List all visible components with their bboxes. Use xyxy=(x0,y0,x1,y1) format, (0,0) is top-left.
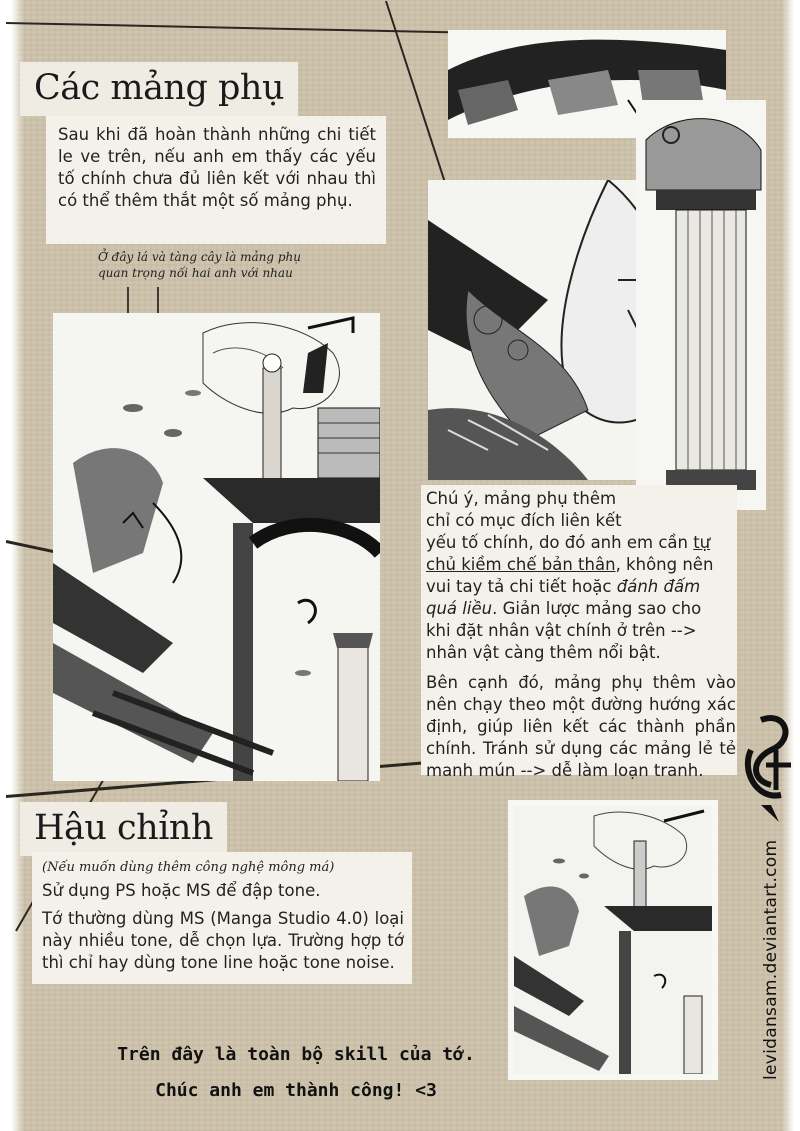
closing-line: Chúc anh em thành công! <3 xyxy=(155,1080,437,1101)
annotation-line: quan trọng nối hai anh với nhau xyxy=(98,266,293,280)
thumbnail-illustration xyxy=(508,800,718,1080)
torn-edge-right xyxy=(782,0,794,1131)
section-heading: Các mảng phụ xyxy=(20,62,298,116)
intro-text: Sau khi đã hoàn thành những chi tiết le ve trên, nếu anh em thấy các yếu tố chính chưa đủ liên kết với nhau thì có thể thêm thắt một số mảng phụ. xyxy=(58,125,376,210)
illustration-annotation xyxy=(98,249,388,281)
tutorial-page xyxy=(6,0,794,1131)
notice-underline: tự xyxy=(693,533,711,552)
post-edit-paragraph: Tớ thường dùng MS (Manga Studio 4.0) loại này nhiều tone, dễ chọn lựa. Trường hợp tớ thì chỉ hay dùng tone line hoặc tone noise. xyxy=(42,909,404,972)
annotation-line: Ở đây lá và tàng cây là mảng phụ xyxy=(98,250,302,264)
extra-paragraph: Bên cạnh đó, mảng phụ thêm vào nên chạy theo một đường hướng xác định, giúp liên kết các thành phần chính. Tránh sử dụng các mảng lẻ tẻ manh mún --> dễ làm loạn tranh. xyxy=(426,673,736,780)
notice-line: nhân vật càng thêm nổi bật. xyxy=(426,643,661,662)
notice-line xyxy=(426,576,736,598)
torn-edge-left xyxy=(6,0,24,1131)
notice-text-part: vui tay tả chi tiết hoặc xyxy=(426,577,617,596)
notice-line xyxy=(426,598,736,620)
watermark-url: levidansam.deviantart.com xyxy=(761,839,781,1080)
post-edit-line: Sử dụng PS hoặc MS để đập tone. xyxy=(42,881,321,900)
notice-text-part: yếu tố chính, do đó anh em cần xyxy=(426,533,694,552)
notice-text xyxy=(426,488,736,782)
main-illustration xyxy=(53,313,380,781)
notice-line: chỉ có mục đích liên kết xyxy=(426,511,622,530)
post-edit-note: (Nếu muốn dùng thêm công nghệ mông má) xyxy=(42,860,335,875)
notice-underline: chủ kiềm chế bản thân xyxy=(426,555,616,574)
notice-text-part: , không nên xyxy=(615,555,714,574)
notice-italic: đánh đấm xyxy=(616,577,701,596)
section-heading: Hậu chỉnh xyxy=(20,802,227,856)
notice-line: Chú ý, mảng phụ thêm xyxy=(426,489,617,508)
notice-line xyxy=(426,554,736,576)
closing-line: Trên đây là toàn bộ skill của tớ. xyxy=(117,1044,475,1065)
notice-text-part: . Giản lược mảng sao cho xyxy=(492,599,702,618)
notice-line xyxy=(426,532,736,554)
column-illustration xyxy=(636,100,766,510)
logo-mark xyxy=(741,710,794,825)
notice-italic: quá liều xyxy=(426,599,493,618)
notice-line: khi đặt nhân vật chính ở trên --> xyxy=(426,621,697,640)
